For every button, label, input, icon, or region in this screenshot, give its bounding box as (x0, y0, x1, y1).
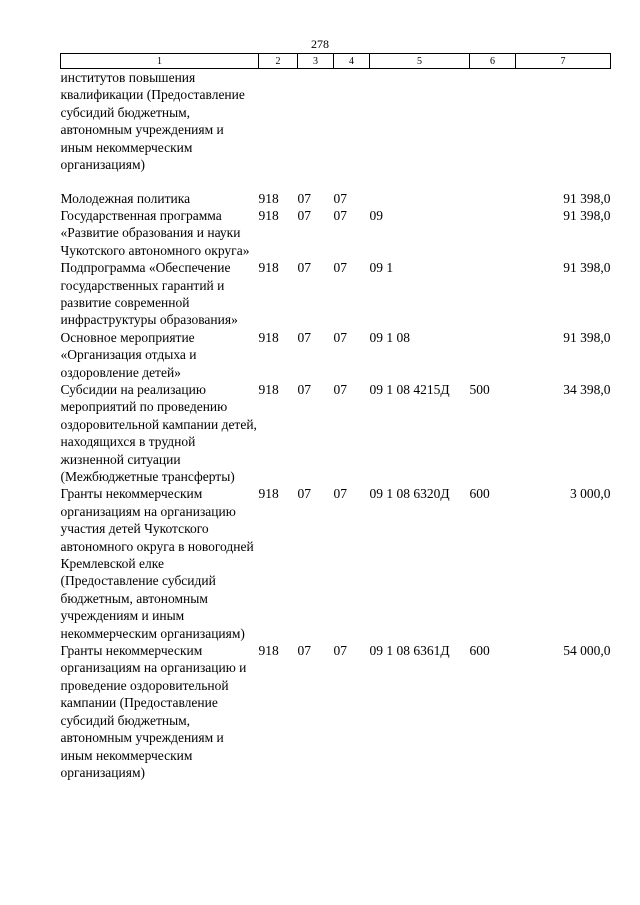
expense-type-code: 500 (469, 381, 490, 397)
target-article-code: 09 1 08 4215Д (369, 381, 450, 397)
subsection-code: 07 (333, 381, 347, 397)
subsection-code: 07 (333, 329, 347, 345)
column-header: 7 (516, 54, 611, 69)
section-code: 07 (297, 207, 311, 223)
target-article-code: 09 1 (369, 260, 394, 276)
page-number: 278 (311, 37, 329, 51)
row-name: Государственная программа «Развитие образования и науки Чукотского автономного округа» (60, 207, 250, 258)
amount: 34 398,0 (563, 381, 611, 397)
amount (516, 69, 611, 190)
subsection-code: 07 (333, 643, 347, 659)
section-code: 07 (297, 329, 311, 345)
row-name: Гранты некоммерческим организациям на организацию участия детей Чукотского автономного округа в новогодней Кремлевской елке (Предоставление субсидий бюджетным, автономным учреждениям и иным некоммерческим организациям) (60, 486, 254, 641)
admin-code (259, 69, 298, 190)
table-body (61, 69, 611, 782)
admin-code: 918 (258, 190, 279, 206)
row-name: Гранты некоммерческим организациям на организацию и проведение оздоровительной кампании (Предоставление субсидий бюджетным, автономным учреждениям и иным некоммерческим организациям) (60, 643, 247, 780)
column-header: 2 (259, 54, 298, 69)
expense-type-code: 600 (469, 643, 490, 659)
admin-code: 918 (258, 381, 279, 397)
table-row (61, 69, 611, 190)
table-row (61, 207, 611, 259)
section-code (298, 69, 334, 190)
table-row (61, 381, 611, 485)
expense-type-code (470, 259, 516, 329)
amount: 91 398,0 (563, 329, 611, 345)
row-name: Основное мероприятие «Организация отдыха и оздоровление детей» (60, 329, 197, 380)
target-article-code: 09 1 08 (369, 329, 410, 345)
table-row (61, 329, 611, 381)
subsection-code: 07 (333, 260, 347, 276)
admin-code: 918 (258, 207, 279, 223)
column-header: 6 (470, 54, 516, 69)
table-row (61, 259, 611, 329)
expense-type-code: 600 (469, 486, 490, 502)
table-row (61, 190, 611, 207)
admin-code: 918 (258, 260, 279, 276)
row-name: Молодежная политика (60, 190, 191, 206)
subsection-code: 07 (333, 486, 347, 502)
expense-type-code (470, 190, 516, 207)
section-code: 07 (297, 260, 311, 276)
table-row (61, 485, 611, 642)
admin-code: 918 (258, 329, 279, 345)
amount: 91 398,0 (563, 190, 611, 206)
target-article-code: 09 1 08 6361Д (369, 643, 450, 659)
expense-type-code (470, 69, 516, 190)
table-row (61, 642, 611, 781)
column-header: 3 (298, 54, 334, 69)
amount: 3 000,0 (570, 486, 611, 502)
admin-code: 918 (258, 643, 279, 659)
section-code: 07 (297, 643, 311, 659)
header-row (61, 54, 611, 69)
subsection-code: 07 (333, 190, 347, 206)
amount: 54 000,0 (563, 643, 611, 659)
admin-code: 918 (258, 486, 279, 502)
amount: 91 398,0 (563, 260, 611, 276)
target-article-code (370, 190, 470, 207)
row-name: Субсидии на реализацию мероприятий по проведению оздоровительной кампании детей, находящихся в трудной жизненной ситуации (Межбюджетные трансферты) (60, 381, 257, 484)
expense-type-code (470, 207, 516, 259)
expense-type-code (470, 329, 516, 381)
column-header: 1 (61, 54, 259, 69)
subsection-code: 07 (333, 207, 347, 223)
column-header: 5 (370, 54, 470, 69)
target-article-code: 09 1 08 6320Д (369, 486, 450, 502)
section-code: 07 (297, 190, 311, 206)
target-article-code (370, 69, 470, 190)
section-code: 07 (297, 486, 311, 502)
column-header: 4 (334, 54, 370, 69)
budget-table (60, 53, 611, 781)
row-name: Подпрограмма «Обеспечение государственных гарантий и развитие современной инфраструктуры образования» (60, 260, 238, 328)
amount: 91 398,0 (563, 207, 611, 223)
subsection-code (334, 69, 370, 190)
section-code: 07 (297, 381, 311, 397)
row-name: институтов повышения квалификации (Предоставление субсидий бюджетным, автономным учреждениям и иным некоммерческим организациям) (60, 70, 245, 173)
target-article-code: 09 (369, 207, 383, 223)
